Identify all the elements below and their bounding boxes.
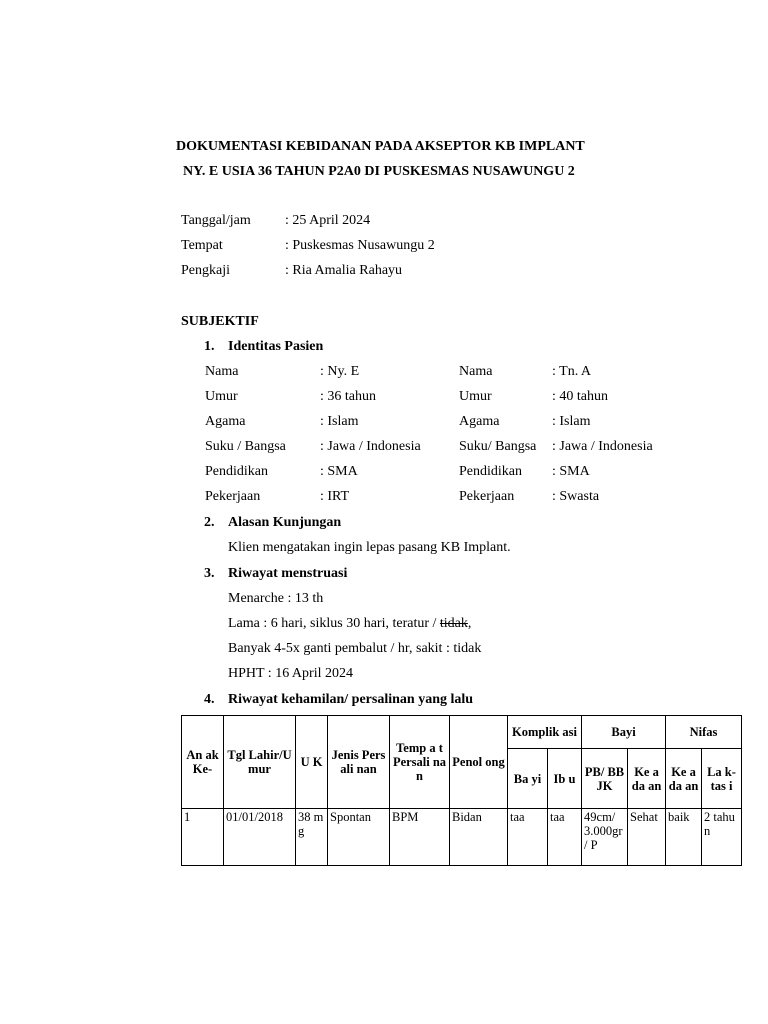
- patient-label: Suku / Bangsa: [205, 439, 286, 454]
- meta-label-examiner: Pengkaji: [181, 263, 230, 278]
- cycle-text-prefix: Lama : 6 hari, siklus 30 hari, teratur /: [228, 616, 440, 631]
- husband-value: : Swasta: [552, 489, 600, 504]
- patient-label: Agama: [205, 414, 246, 429]
- patient-label: Nama: [205, 364, 239, 379]
- cell-gestational-age: 38 mg: [296, 809, 328, 866]
- cycle-text-struck: tidak: [439, 616, 468, 631]
- subheader-postpartum-condition: Ke a da an: [666, 749, 702, 809]
- section-heading-subjektif: SUBJEKTIF: [181, 314, 259, 329]
- subheader-baby-condition: Ke a da an: [628, 749, 666, 809]
- cell-birth-attendant: Bidan: [450, 809, 508, 866]
- cell-complication-baby: taa: [508, 809, 548, 866]
- section-1-title: Identitas Pasien: [228, 339, 324, 354]
- patient-value: : 36 tahun: [320, 389, 376, 404]
- cell-birth-date: 01/01/2018: [224, 809, 296, 866]
- cell-postpartum-condition: baik: [666, 809, 702, 866]
- header-complications: Komplik asi: [508, 716, 582, 749]
- header-birth-date: Tgl Lahir/U mur: [224, 716, 296, 809]
- hpht-text: HPHT : 16 April 2024: [228, 666, 353, 681]
- patient-value: : SMA: [320, 464, 358, 479]
- husband-value: : 40 tahun: [552, 389, 608, 404]
- section-1-number: 1.: [204, 339, 215, 354]
- header-gestational-age: U K: [296, 716, 328, 809]
- husband-label: Suku/ Bangsa: [459, 439, 537, 454]
- document-title-line-1: DOKUMENTASI KEBIDANAN PADA AKSEPTOR KB IMPLANT: [176, 139, 585, 154]
- menarche-text: Menarche : 13 th: [228, 591, 324, 606]
- table-header-row: [182, 716, 742, 749]
- subheader-complication-mother: Ib u: [548, 749, 582, 809]
- section-4-number: 4.: [204, 692, 215, 707]
- subheader-complication-baby: Ba yi: [508, 749, 548, 809]
- patient-value: : IRT: [320, 489, 350, 504]
- header-baby: Bayi: [582, 716, 666, 749]
- cell-baby-condition: Sehat: [628, 809, 666, 866]
- meta-label-place: Tempat: [181, 238, 223, 253]
- husband-value: : Jawa / Indonesia: [552, 439, 653, 454]
- meta-value-place: : Puskesmas Nusawungu 2: [285, 238, 435, 253]
- patient-label: Pendidikan: [205, 464, 268, 479]
- cell-delivery-type: Spontan: [328, 809, 390, 866]
- husband-label: Pekerjaan: [459, 489, 515, 504]
- husband-value: : Tn. A: [552, 364, 592, 379]
- patient-value: : Ny. E: [320, 364, 360, 379]
- meta-value-date: : 25 April 2024: [285, 213, 371, 228]
- meta-value-examiner: : Ria Amalia Rahayu: [285, 263, 403, 278]
- patient-value: : Jawa / Indonesia: [320, 439, 421, 454]
- section-2-number: 2.: [204, 515, 215, 530]
- header-postpartum: Nifas: [666, 716, 742, 749]
- cell-child-number: 1: [182, 809, 224, 866]
- cycle-text-suffix: ,: [467, 616, 472, 631]
- husband-label: Nama: [459, 364, 493, 379]
- section-3-title: Riwayat menstruasi: [228, 566, 348, 581]
- visit-reason-text: Klien mengatakan ingin lepas pasang KB Implant.: [228, 540, 511, 555]
- meta-label-date: Tanggal/jam: [181, 213, 251, 228]
- subheader-lactation: La k- tas i: [702, 749, 742, 809]
- document-title-line-2: NY. E USIA 36 TAHUN P2A0 DI PUSKESMAS NUSAWUNGU 2: [183, 164, 575, 179]
- section-3-number: 3.: [204, 566, 215, 581]
- patient-label: Umur: [205, 389, 238, 404]
- husband-value: : SMA: [552, 464, 590, 479]
- header-child-number: An ak Ke-: [182, 716, 224, 809]
- husband-label: Agama: [459, 414, 500, 429]
- cycle-text: [228, 616, 471, 632]
- pregnancy-history-table: [181, 715, 742, 866]
- header-delivery-place: Temp a t Persali nan: [390, 716, 450, 809]
- section-2-title: Alasan Kunjungan: [228, 515, 342, 530]
- husband-label: Pendidikan: [459, 464, 522, 479]
- header-birth-attendant: Penol ong: [450, 716, 508, 809]
- cell-delivery-place: BPM: [390, 809, 450, 866]
- husband-label: Umur: [459, 389, 492, 404]
- section-4-title: Riwayat kehamilan/ persalinan yang lalu: [228, 692, 474, 707]
- cell-lactation: 2 tahun: [702, 809, 742, 866]
- patient-label: Pekerjaan: [205, 489, 261, 504]
- flow-text: Banyak 4-5x ganti pembalut / hr, sakit : tidak: [228, 641, 482, 656]
- husband-value: : Islam: [552, 414, 591, 429]
- header-delivery-type: Jenis Persali nan: [328, 716, 390, 809]
- cell-complication-mother: taa: [548, 809, 582, 866]
- subheader-length-weight-sex: PB/ BB JK: [582, 749, 628, 809]
- table-row: [182, 809, 742, 866]
- patient-value: : Islam: [320, 414, 359, 429]
- cell-length-weight-sex: 49cm/ 3.000gr / P: [582, 809, 628, 866]
